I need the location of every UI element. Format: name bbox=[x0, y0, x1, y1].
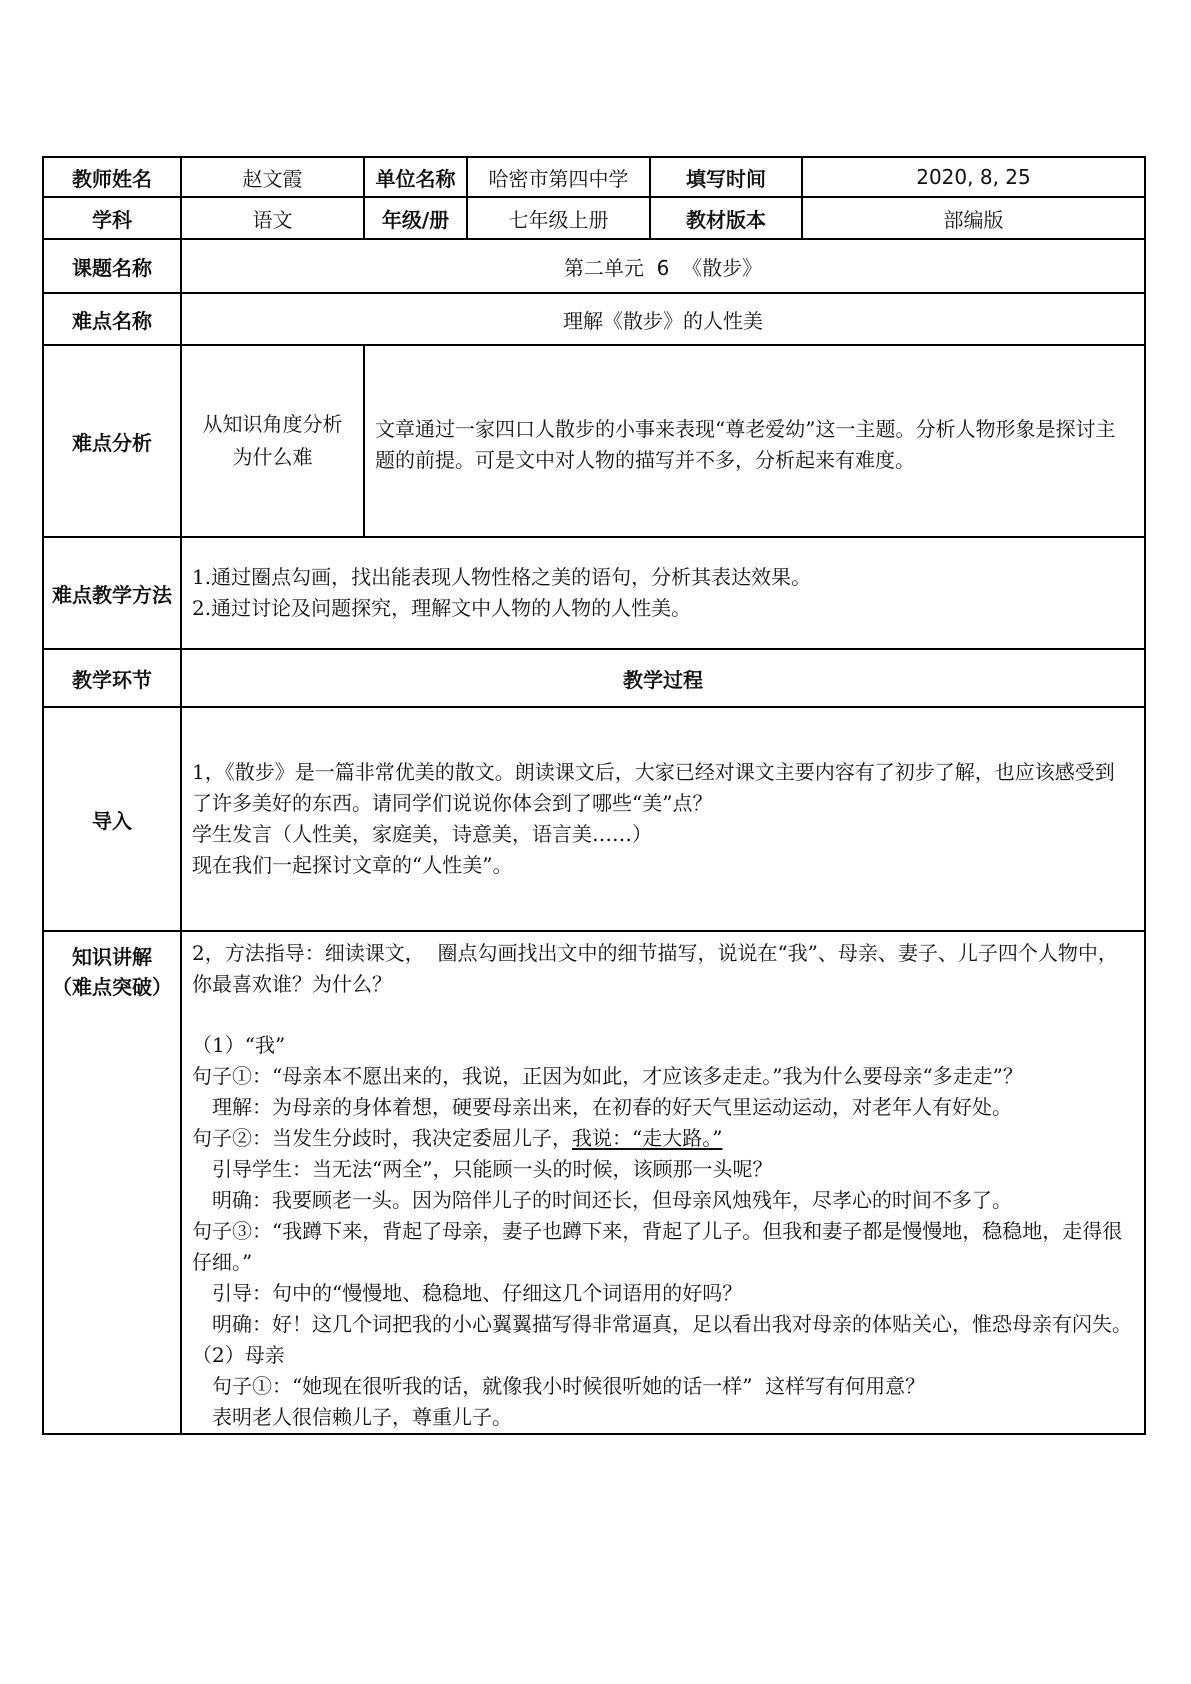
process-label: 教学过程 bbox=[181, 649, 1145, 707]
topic-label: 课题名称 bbox=[43, 239, 181, 293]
lesson-plan-sheet bbox=[42, 156, 1144, 1435]
topic-row bbox=[43, 239, 1145, 293]
me-sentence-3: 句子③：“我蹲下来，背起了母亲，妻子也蹲下来，背起了儿子。但我和妻子都是慢慢地，稳稳地，走得很仔细。” bbox=[192, 1219, 1123, 1274]
header-row-2 bbox=[43, 197, 1145, 239]
intro-line: 现在我们一起探讨文章的“人性美”。 bbox=[192, 853, 513, 877]
intro-cell bbox=[181, 707, 1145, 931]
process-stage-label: 教学环节 bbox=[43, 649, 181, 707]
me-sentence-1-understanding: 理解：为母亲的身体着想，硬要母亲出来，在初春的好天气里运动运动，对老年人有好处。 bbox=[212, 1095, 1012, 1119]
methods-label: 难点教学方法 bbox=[43, 537, 181, 649]
unit-value: 哈密市第四中学 bbox=[467, 157, 650, 197]
me-sentence-2-underlined: 我说：“走大路。” bbox=[572, 1126, 723, 1150]
difficulty-row bbox=[43, 293, 1145, 345]
teacher-label: 教师姓名 bbox=[43, 157, 181, 197]
knowledge-row bbox=[43, 931, 1145, 1434]
knowledge-cell bbox=[181, 931, 1145, 1434]
me-sentence-2-guide: 引导学生：当无法“两全”，只能顾一头的时候，该顾那一头呢？ bbox=[212, 1157, 773, 1181]
intro-label: 导入 bbox=[43, 707, 181, 931]
intro-row bbox=[43, 707, 1145, 931]
me-sentence-3-answer: 明确：好！这几个词把我的小心翼翼描写得非常逼真，足以看出我对母亲的体贴关心，惟恐母亲有闪失。 bbox=[212, 1312, 1132, 1336]
grade-label: 年级/册 bbox=[364, 197, 467, 239]
subject-label: 学科 bbox=[43, 197, 181, 239]
analysis-sub-label: 从知识角度分析为什么难 bbox=[181, 345, 364, 537]
process-header-row bbox=[43, 649, 1145, 707]
analysis-label: 难点分析 bbox=[43, 345, 181, 537]
me-sentence-2-text: 句子②：当发生分歧时，我决定委屈儿子， bbox=[192, 1126, 572, 1150]
analysis-row bbox=[43, 345, 1145, 537]
date-value: 2020, 8, 25 bbox=[802, 157, 1145, 197]
header-row-1 bbox=[43, 157, 1145, 197]
methods-cell bbox=[181, 537, 1145, 649]
me-sentence-2 bbox=[192, 1123, 1134, 1154]
analysis-text: 文章通过一家四口人散步的小事来表现“尊老爱幼”这一主题。分析人物形象是探讨主题的前提。可是文中对人物的描写并不多，分析起来有难度。 bbox=[364, 345, 1145, 537]
topic-value: 第二单元 6 《散步》 bbox=[181, 239, 1145, 293]
grade-value: 七年级上册 bbox=[467, 197, 650, 239]
unit-label: 单位名称 bbox=[364, 157, 467, 197]
date-label: 填写时间 bbox=[650, 157, 802, 197]
knowledge-intro: 2，方法指导：细读课文， 圈点勾画找出文中的细节描写，说说在“我”、母亲、妻子、儿子四个人物中，你最喜欢谁？为什么？ bbox=[192, 941, 1118, 996]
me-sentence-2-answer: 明确：我要顾老一头。因为陪伴儿子的时间还长，但母亲风烛残年，尽孝心的时间不多了。 bbox=[212, 1188, 1012, 1212]
me-sentence-3-guide: 引导：句中的“慢慢地、稳稳地、仔细这几个词语用的好吗？ bbox=[212, 1281, 743, 1305]
spacer bbox=[192, 1000, 1134, 1030]
difficulty-label: 难点名称 bbox=[43, 293, 181, 345]
mother-heading: （2）母亲 bbox=[192, 1343, 285, 1367]
me-heading: （1）“我” bbox=[192, 1033, 286, 1057]
mother-sentence-1-answer: 表明老人很信赖儿子，尊重儿子。 bbox=[212, 1405, 512, 1429]
intro-line: 1，《散步》是一篇非常优美的散文。朗读课文后，大家已经对课文主要内容有了初步了解，也应该感受到了许多美好的东西。请同学们说说你体会到了哪些“美”点？ bbox=[192, 760, 1115, 815]
method-item: 2.通过讨论及问题探究，理解文中人物的人物的人性美。 bbox=[192, 596, 692, 620]
method-item: 1.通过圈点勾画，找出能表现人物性格之美的语句，分析其表达效果。 bbox=[192, 565, 812, 589]
subject-value: 语文 bbox=[181, 197, 364, 239]
lesson-plan-table bbox=[42, 156, 1146, 1435]
methods-row bbox=[43, 537, 1145, 649]
difficulty-value: 理解《散步》的人性美 bbox=[181, 293, 1145, 345]
edition-value: 部编版 bbox=[802, 197, 1145, 239]
knowledge-label-line2: （难点突破） bbox=[52, 975, 172, 999]
mother-sentence-1: 句子①：“她现在很听我的话，就像我小时候很听她的话一样” 这样写有何用意？ bbox=[212, 1374, 926, 1398]
knowledge-label bbox=[43, 931, 181, 1434]
teacher-value: 赵文霞 bbox=[181, 157, 364, 197]
edition-label: 教材版本 bbox=[650, 197, 802, 239]
intro-line: 学生发言（人性美，家庭美，诗意美，语言美……） bbox=[192, 822, 652, 846]
knowledge-label-line1: 知识讲解 bbox=[72, 945, 152, 969]
me-sentence-1: 句子①：“母亲本不愿出来的，我说，正因为如此，才应该多走走。”我为什么要母亲“多走走”？ bbox=[192, 1064, 1023, 1088]
